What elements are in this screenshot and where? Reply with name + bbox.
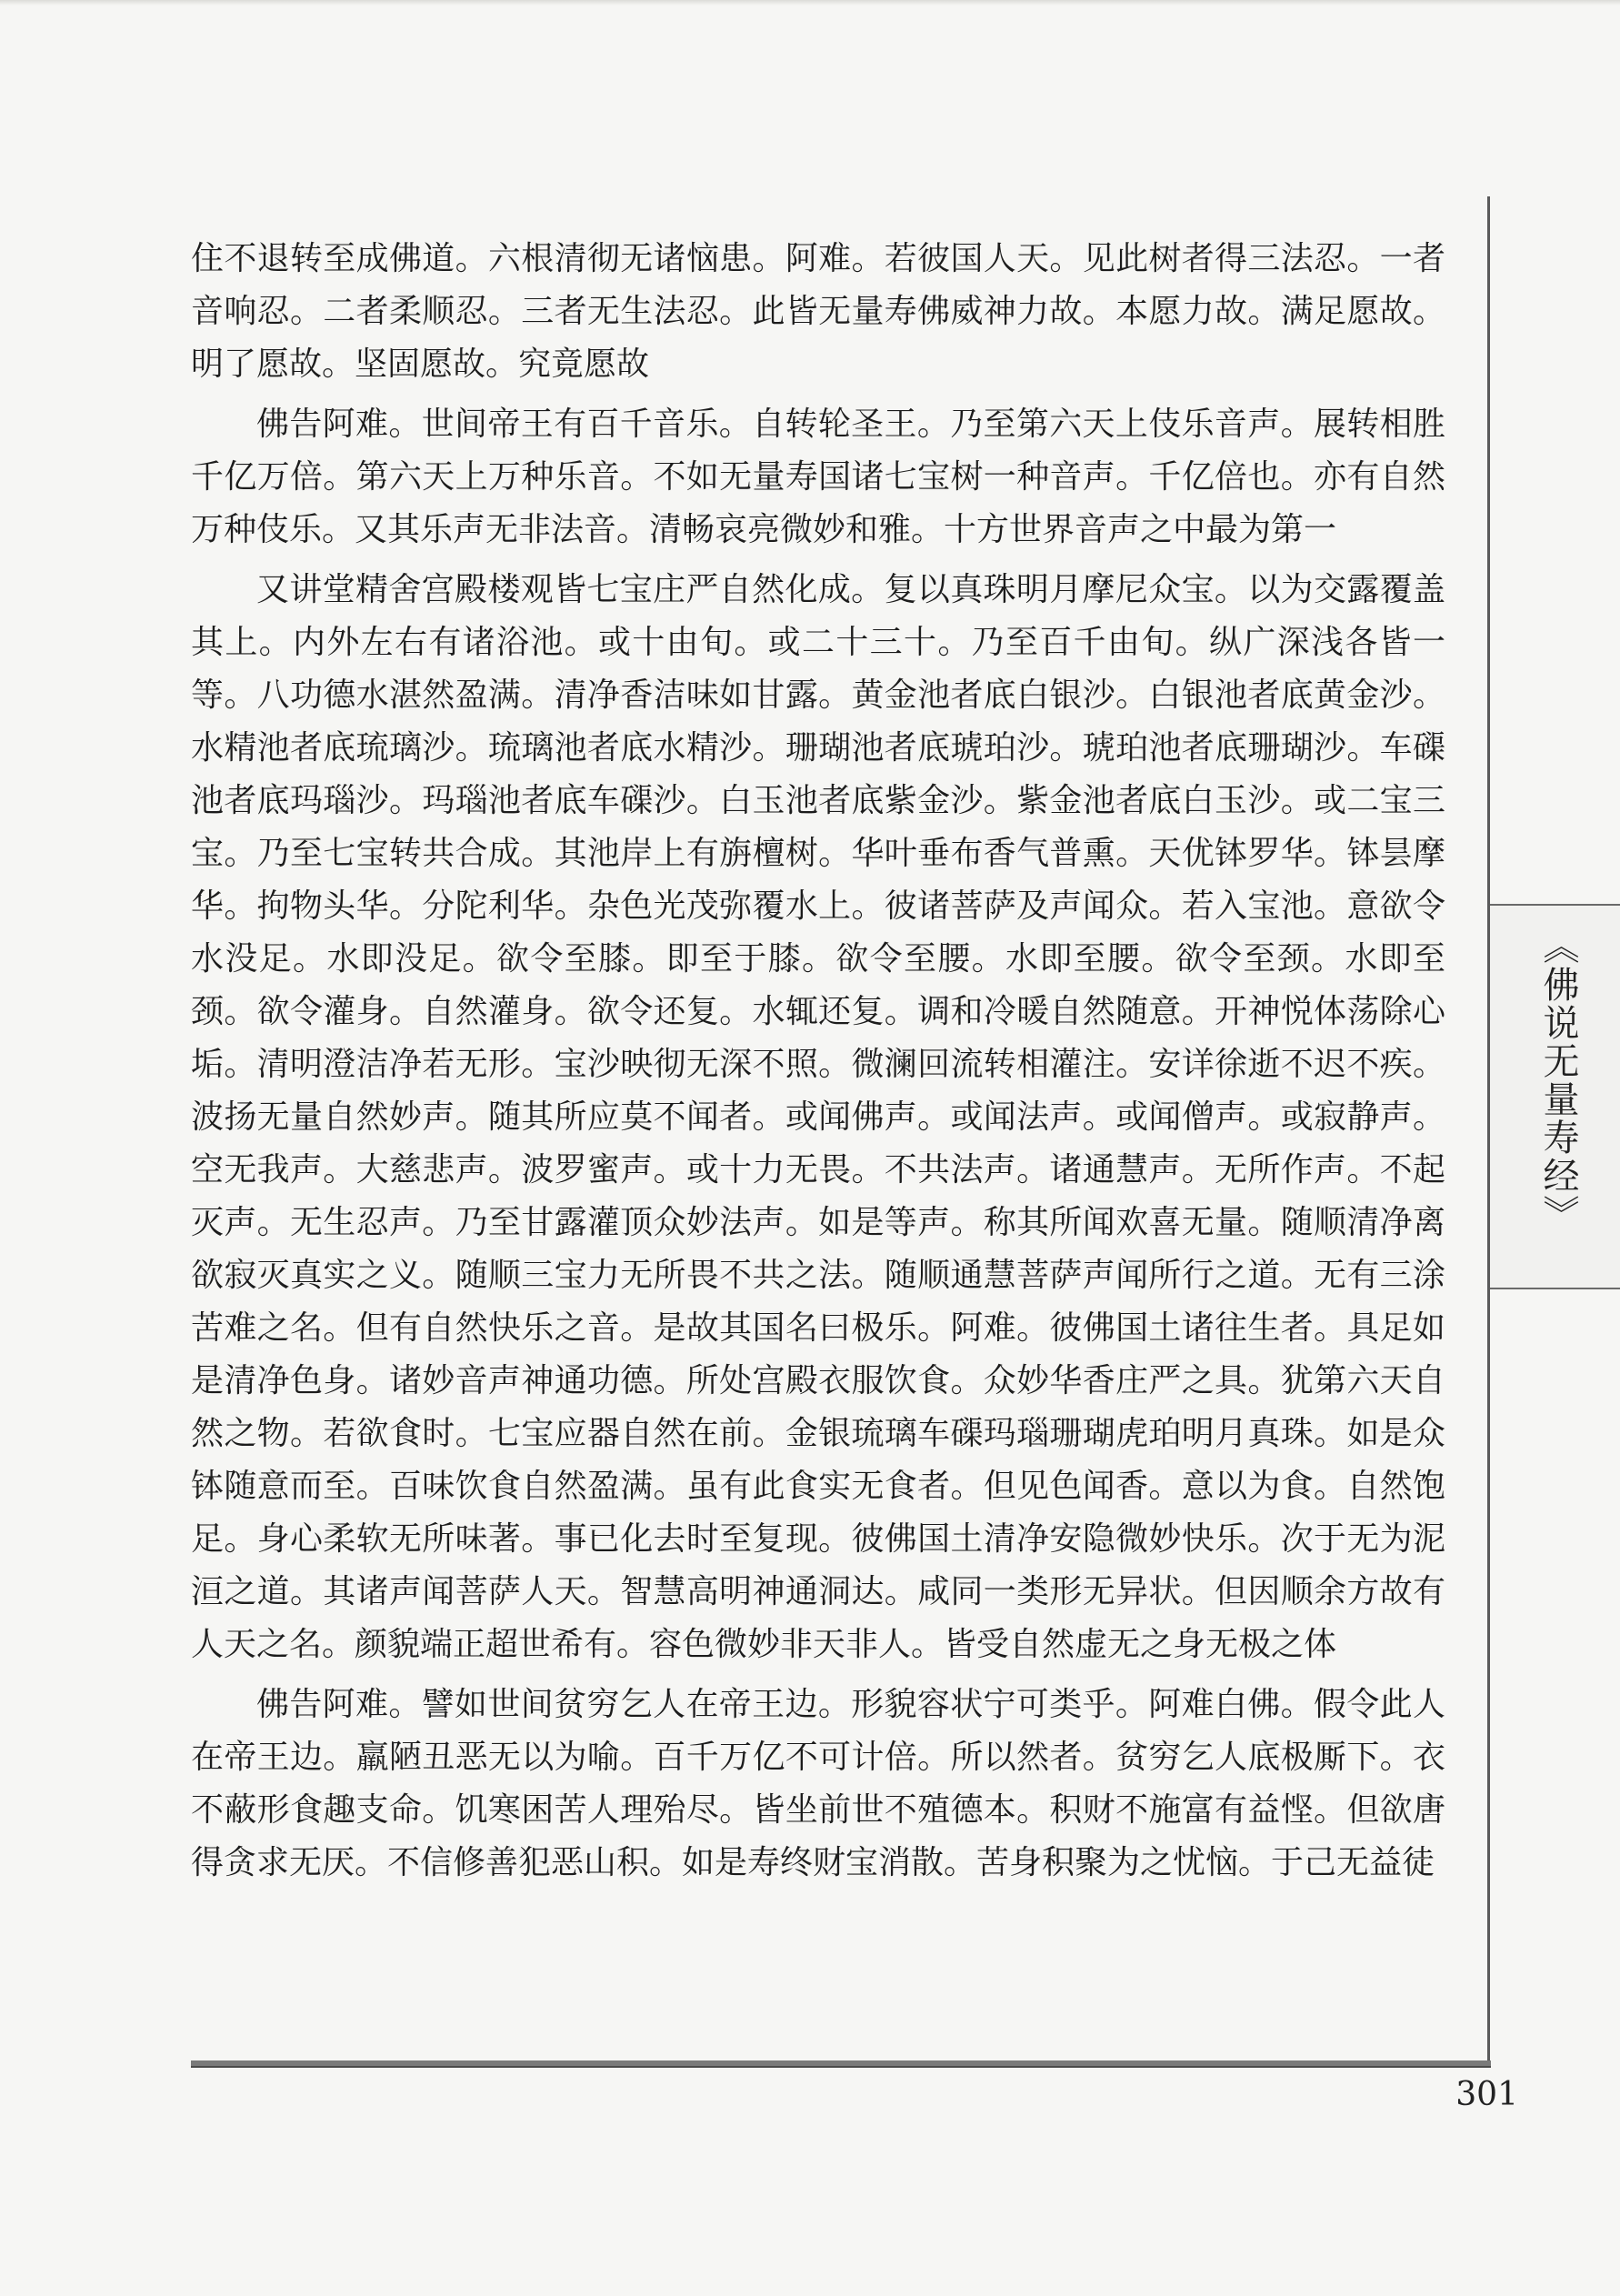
page-top-edge [0, 0, 1620, 5]
paragraph-text: 又讲堂精舍宫殿楼观皆七宝庄严自然化成。复以真珠明月摩尼众宝。以为交露覆盖其上。内外左右有诸浴池。或十由旬。或二十三十。乃至百千由旬。纵广深浅各皆一等。八功德水湛然盈满。清净香洁味如甘露。黄金池者底白银沙。白银池者底黄金沙。水精池者底琉璃沙。琉璃池者底水精沙。珊瑚池者底琥珀沙。琥珀池者底珊瑚沙。车磲池者底玛瑙沙。玛瑙池者底车磲沙。白玉池者底紫金沙。紫金池者底白玉沙。或二宝三宝。乃至七宝转共合成。其池岸上有旃檀树。华叶垂布香气普熏。天优钵罗华。钵昙摩华。拘物头华。分陀利华。杂色光茂弥覆水上。彼诸菩萨及声闻众。若入宝池。意欲令水没足。水即没足。欲令至膝。即至于膝。欲令至腰。水即至腰。欲令至颈。水即至颈。欲令灌身。自然灌身。欲令还复。水辄还复。调和冷暖自然随意。开神悦体荡除心垢。清明澄洁净若无形。宝沙映彻无深不照。微澜回流转相灌注。安详徐逝不迟不疾。波扬无量自然妙声。随其所应莫不闻者。或闻佛声。或闻法声。或闻僧声。或寂静声。空无我声。大慈悲声。波罗蜜声。或十力无畏。不共法声。诸通慧声。无所作声。不起灭声。无生忍声。乃至甘露灌顶众妙法声。如是等声。称其所闻欢喜无量。随顺清净离欲寂灭真实之义。随顺三宝力无所畏不共之法。随顺通慧菩萨声闻所行之道。无有三涂苦难之名。但有自然快乐之音。是故其国名曰极乐。阿难。彼佛国土诸往生者。具足如是清净色身。诸妙音声神通功德。所处宫殿衣服饮食。众妙华香庄严之具。犹第六天自然之物。若欲食时。七宝应器自然在前。金银琉璃车磲玛瑙珊瑚虎珀明月真珠。如是众钵随意而至。百味饮食自然盈满。虽有此食实无食者。但见色闻香。意以为食。自然饱足。身心柔软无所味著。事已化去时至复现。彼佛国土清净安隐微妙快乐。次于无为泥洹之道。其诸声闻菩萨人天。智慧高明神通洞达。咸同一类形无异状。但因顺余方故有人天之名。颜貌端正超世希有。容色微妙非天非人。皆受自然虚无之身无极之体 [191, 571, 1445, 1663]
paragraph-2 [191, 398, 1445, 556]
paragraph-text: 住不退转至成佛道。六根清彻无诸恼患。阿难。若彼国人天。见此树者得三法忍。一者音响忍。二者柔顺忍。三者无生法忍。此皆无量寿佛威神力故。本愿力故。满足愿故。明了愿故。坚固愿故。究竟愿故 [191, 240, 1445, 383]
paragraph-1 [191, 233, 1445, 391]
body-text [191, 233, 1445, 1897]
paragraph-text: 佛告阿难。譬如世间贫穷乞人在帝王边。形貌容状宁可类乎。阿难白佛。假令此人在帝王边。羸陋丑恶无以为喻。百千万亿不可计倍。所以然者。贫穷乞人底极厮下。衣不蔽形食趣支命。饥寒困苦人理殆尽。皆坐前世不殖德本。积财不施富有益悭。但欲唐得贪求无厌。不信修善犯恶山积。如是寿终财宝消散。苦身积聚为之忧恼。于己无益徒 [191, 1686, 1445, 1881]
side-title: 《佛说无量寿经》 [1537, 927, 1579, 1233]
paragraph-text: 佛告阿难。世间帝王有百千音乐。自转轮圣王。乃至第六天上伎乐音声。展转相胜千亿万倍。第六天上万种乐音。不如无量寿国诸七宝树一种音声。千亿倍也。亦有自然万种伎乐。又其乐声无非法音。清畅哀亮微妙和雅。十方世界音声之中最为第一 [191, 406, 1445, 548]
paragraph-3 [191, 564, 1445, 1671]
page-number: 301 [1455, 2076, 1518, 2113]
paragraph-4 [191, 1679, 1445, 1890]
bottom-rule [191, 2060, 1491, 2068]
